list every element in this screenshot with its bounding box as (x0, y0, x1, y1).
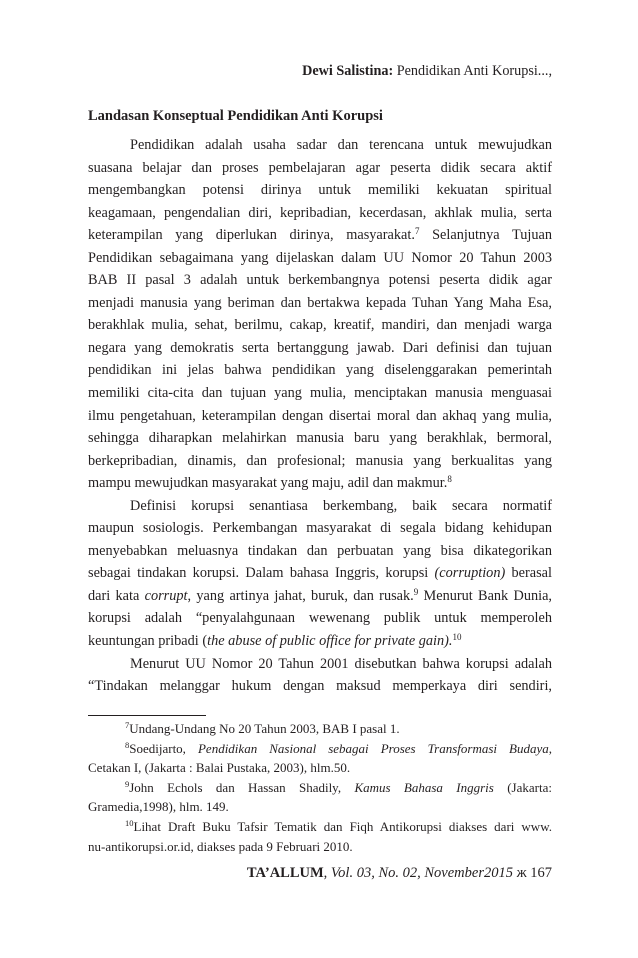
journal-name: TA’ALLUM (246, 865, 324, 881)
journal-volume: Vol. 03, No. 02, November2015 (330, 865, 513, 881)
body-text-span: dari kata (88, 587, 145, 604)
paragraph-1-line: sehingga diharapkan melahirkan manusia baru yang berakhlak, bermoral, (88, 430, 552, 447)
running-footer (88, 864, 552, 882)
body-text-span: Selanjutnya Tujuan (419, 227, 552, 244)
paragraph-1-line: Pendidikan adalah usaha sadar dan terencana untuk mewujudkan (130, 137, 552, 153)
paragraph-1-line: keagamaan, pengendalian diri, kepribadian, kecerdasan, akhlak mulia, serta (88, 204, 552, 221)
paragraph-1-line: BAB II pasal 3 adalah untuk berkembangnya potensi peserta didik agar (88, 272, 552, 289)
footnote-text: Soedijarto, (129, 740, 198, 756)
section-heading: Landasan Konseptual Pendidikan Anti Korupsi (88, 108, 383, 124)
paragraph-2-line (88, 585, 552, 608)
footnote-10-line: nu-antikorupsi.or.id, diakses pada 9 Februari 2010. (88, 838, 353, 854)
paragraph-1-line: berakhlak mulia, sehat, berilmu, cakap, kreatif, mandiri, dan menjadi warga (88, 317, 552, 334)
paragraph-1-line (88, 472, 552, 495)
footer-separator: , (323, 865, 331, 881)
term-abuse-of-public-office: the abuse of public office for private gain). (207, 633, 453, 650)
term-corrupt: corrupt (144, 587, 188, 604)
paragraph-2-line: maupun sosiologis. Perkembangan masyarakat di segala bidang kehidupan (88, 520, 552, 537)
footnote-number: 10 (125, 817, 134, 828)
footnote-8-line: Cetakan I, (Jakarta : Balai Pustaka, 2003), hlm.50. (88, 760, 351, 776)
footnote-ref-10: 10 (452, 632, 462, 643)
paragraph-2-line: korupsi adalah “penyalahgunaan wewenang publik untuk memperoleh (88, 610, 552, 627)
paragraph-2-line: Definisi korupsi senantiasa berkembang, baik secara normatif (130, 497, 552, 514)
footnote-9-line: Gramedia,1998), hlm. 149. (88, 799, 229, 815)
footnote-text: , (548, 740, 553, 756)
paragraph-1-line: Pendidikan sebagaimana yang dijelaskan dalam UU Nomor 20 Tahun 2003 (88, 249, 552, 266)
footnote-divider (88, 715, 206, 716)
footnote-text: (Jakarta: (493, 779, 552, 795)
paragraph-1-line: ilmu pengetahuan, keterampilan dengan disertai moral dan akhaq yang mulia, (88, 407, 552, 424)
paragraph-2-line (88, 562, 552, 585)
footnote-7 (88, 719, 552, 739)
footnote-book-title: Kamus Bahasa Inggris (354, 779, 494, 795)
paragraph-1-line: memiliki cita-cita dan tujuan yang mulia, menciptakan manusia menguasai (88, 385, 552, 402)
header-author: Dewi Salistina: (302, 63, 394, 79)
body-text-span: keterampilan yang diperlukan dirinya, masyarakat. (88, 227, 415, 244)
page-number: ж 167 (512, 865, 552, 881)
footnote-ref-8: 8 (447, 474, 452, 485)
body-text-span: keuntungan pribadi ( (88, 633, 208, 650)
footnote-number: 9 (125, 778, 130, 789)
body-text-span: mampu mewujudkan masyarakat yang maju, adil dan makmur. (88, 475, 448, 492)
footnote-book-title: Pendidikan Nasional sebagai Proses Transformasi Budaya (197, 740, 549, 756)
footnote-number: 8 (125, 739, 130, 750)
body-text-span: Menurut Bank Dunia, (418, 587, 553, 604)
paragraph-3-line: “Tindakan melanggar hukum dengan maksud memperkaya diri sendiri, (88, 678, 552, 695)
body-text (88, 134, 552, 698)
paragraph-1-line (88, 224, 552, 247)
footnote-ref-7: 7 (414, 226, 420, 237)
body-text-span: , yang artinya jahat, buruk, dan rusak. (187, 587, 414, 604)
body-text-span: sebagai tindakan korupsi. Dalam bahasa Inggris, korupsi (88, 565, 435, 582)
footnote-text: Lihat Draft Buku Tafsir Tematik dan Fiqh Antikorupsi diakses dari www. (133, 818, 552, 834)
paragraph-2-line (88, 630, 552, 653)
footnote-9 (88, 778, 552, 798)
paragraph-1-line: negara yang demokratis serta bertanggung jawab. Dari definisi dan tujuan (88, 339, 552, 356)
footnote-ref-9: 9 (413, 586, 419, 597)
paragraph-1-line: mengembangkan potensi dirinya untuk memiliki kekuatan spiritual (88, 182, 552, 199)
header-title: Pendidikan Anti Korupsi..., (396, 63, 552, 79)
paragraph-1-line: suasana belajar dan proses pembelajaran agar peserta didik secara aktif (88, 159, 552, 176)
term-corruption: (corruption) (434, 565, 506, 582)
paragraph-3-line: Menurut UU Nomor 20 Tahun 2001 disebutkan bahwa korupsi adalah (130, 655, 552, 672)
footnote-number: 7 (125, 720, 130, 730)
paragraph-2-line: menyebabkan meluasnya tindakan dan perbuatan yang bisa dikategorikan (88, 542, 552, 559)
body-text-span: berasal (505, 565, 553, 582)
paragraph-1-line: berkepribadian, dinamis, dan profesional; manusia yang berkualitas yang (88, 452, 552, 469)
footnote-text: Undang-Undang No 20 Tahun 2003, BAB I pasal 1. (129, 721, 400, 736)
running-header (88, 62, 552, 80)
footnote-10 (88, 817, 552, 837)
footnote-8 (88, 739, 552, 759)
paragraph-1-line: pendidikan ini jelas bahwa pendidikan yang diselenggarakan pemerintah (88, 362, 552, 379)
paragraph-1-line: menjadi manusia yang beriman dan bertakwa kepada Tuhan Yang Maha Esa, (88, 294, 552, 311)
footnotes (88, 719, 552, 856)
footnote-text: John Echols dan Hassan Shadily, (129, 779, 355, 795)
